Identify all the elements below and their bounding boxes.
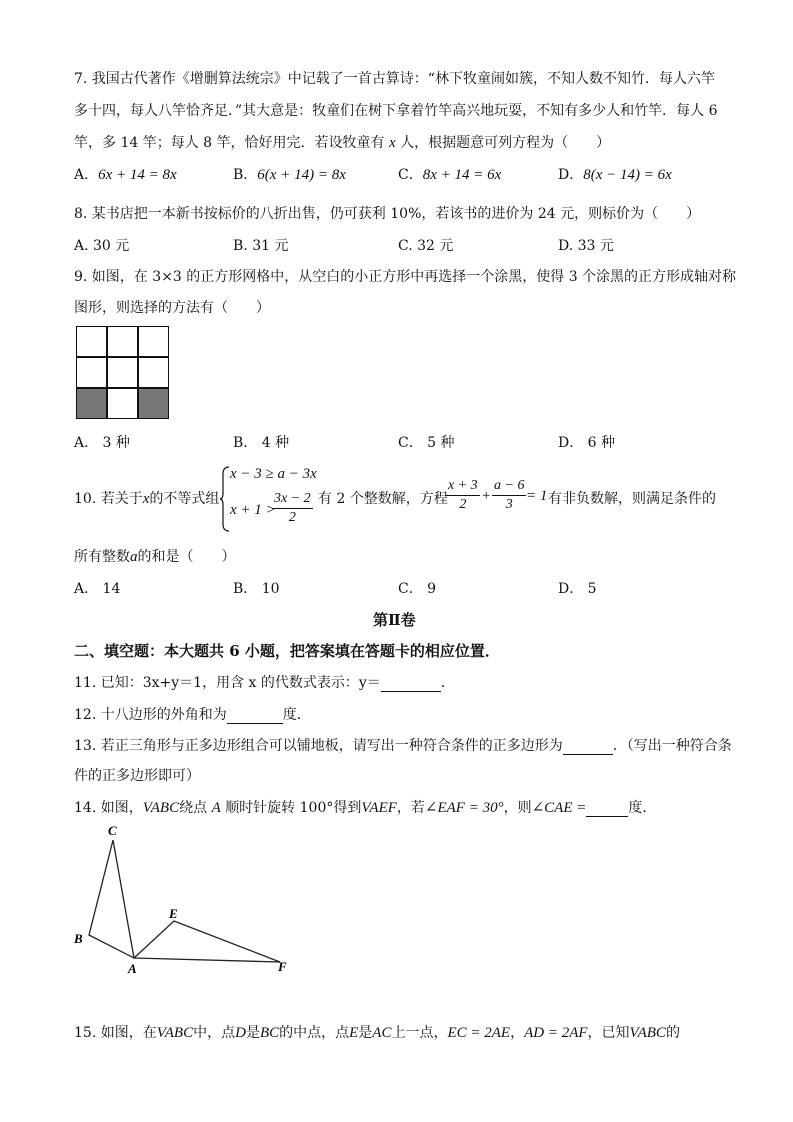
section-heading: 二、填空题：本大题共 6 小题，把答案填在答题卡的相应位置． [74,642,500,660]
brace-icon [220,466,230,532]
q7-line2: 多十四，每人八竿恰齐足．”其大意是：牧童们在树下拿着竹竿高兴地玩耍，不知有多少人和竹竿．每人 6 [74,103,718,119]
q9-line1: 9. 如图，在 3×3 的正方形网格中，从空白的小正方形中再选择一个涂黑，使得 3 个涂黑的正方形成轴对称 [74,269,737,285]
q13-line1: 13. 若正三角形与正多边形组合可以铺地板，请写出一种符合条件的正多边形为 ．（写出一种符合条 [74,738,732,754]
label-a: A [128,961,137,976]
q10-mid2: 有 2 个整数解，方程 [318,491,448,507]
q7-line3: 竿，多 14 竿；每人 8 竿，恰好用完．若设牧童有 x 人，根据题意可列方程为（ ） [74,135,611,151]
q8-option-b[interactable]: B. 31 元 [233,238,289,254]
answer-blank[interactable] [563,738,613,755]
q10-option-c[interactable]: C． 9 [398,581,437,597]
q9-option-b[interactable]: B． 4 种 [233,435,290,451]
q11: 11. 已知：3x+y＝1，用含 x 的代数式表示：y＝ ． [74,675,455,691]
q8-option-c[interactable]: C. 32 元 [398,238,454,254]
q10-eq-fraction2: $\frac{a - 6}{3}$ [494,478,525,512]
q8-text: 8. 某书店把一本新书按标价的八折出售，仍可获利 10%，若该书的进价为 24 元，则标价为（ ） [74,206,701,222]
grid-cell-shaded [138,388,169,419]
q10-eq-rhs: = 1 [526,488,548,504]
label-c: C [108,823,117,838]
q9-option-d[interactable]: D． 6 种 [558,435,616,451]
q7-option-d[interactable]: D．8(x − 14) = 6x [558,167,672,183]
q9-option-c[interactable]: C． 5 种 [398,435,455,451]
grid-cell [107,357,138,388]
grid-figure [76,326,169,419]
q10-option-a[interactable]: A． 14 [74,581,121,597]
grid-cell-shaded [76,388,107,419]
label-f: F [278,959,287,974]
answer-blank[interactable] [227,707,283,724]
q12: 12. 十八边形的外角和为 度． [74,707,311,723]
q10-eq-plus: + [481,488,492,504]
answer-blank[interactable] [586,800,628,817]
answer-blank[interactable] [381,675,441,692]
q10-prefix: 10. 若关于x的不等式组 [74,491,220,507]
grid-cell [138,326,169,357]
grid-cell [138,357,169,388]
q10-ineq2-left: x + 1 > [230,502,276,518]
q10-line2: 所有整数a的和是（ ） [74,549,236,565]
part2-heading: 第Ⅱ卷 [373,611,416,629]
q10-ineq1: x − 3 ≥ a − 3x [230,466,317,482]
q8-option-d[interactable]: D. 33 元 [558,238,614,254]
q10-option-b[interactable]: B． 10 [233,581,280,597]
q10-eq-fraction1: $\frac{x + 3}{2}$ [448,478,478,512]
label-b: B [74,931,83,946]
grid-cell [76,326,107,357]
q7-line1: 7. 我国古代著作《增删算法统宗》中记载了一首古算诗：“林下牧童闹如簇，不知人数不知竹．每人六竿 [74,71,715,87]
q10-option-d[interactable]: D． 5 [558,581,597,597]
label-e: E [169,906,178,921]
q14: 14. 如图，VABC绕点 A 顺时针旋转 100°得到VAEF，若∠EAF = 30°，则∠CAE = 度． [74,800,657,816]
grid-cell [76,357,107,388]
q7-option-a[interactable]: A．6x + 14 = 8x [74,167,177,183]
q9-option-a[interactable]: A． 3 种 [74,435,130,451]
q8-option-a[interactable]: A. 30 元 [74,238,130,254]
grid-cell [107,388,138,419]
grid-cell [107,326,138,357]
q15: 15. 如图，在VABC中，点D是BC的中点，点E是AC上一点，EC = 2AE，AD = 2AF，已知VABC的 [74,1025,680,1041]
q9-line2: 图形，则选择的方法有（ ） [74,300,270,316]
q10-ineq2-fraction: $\frac{3x - 2}{2}$ [274,491,311,525]
rotation-figure [70,820,300,980]
q7-option-c[interactable]: C．8x + 14 = 6x [398,167,502,183]
q7-option-b[interactable]: B．6(x + 14) = 8x [233,167,346,183]
q10-suffix: 有非负数解，则满足条件的 [548,491,716,507]
q13-line2: 件的正多边形即可） [74,768,200,784]
